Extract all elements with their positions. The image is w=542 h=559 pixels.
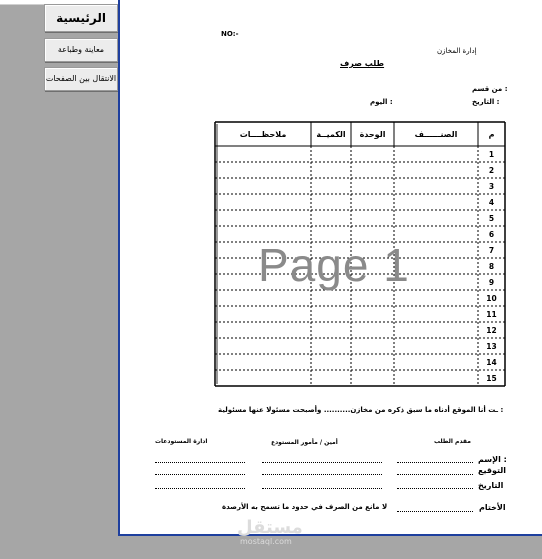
- site-logo: مستقل: [237, 517, 303, 538]
- table-header-cell: الصنــــــف: [414, 130, 458, 139]
- signature-line: [262, 474, 382, 475]
- page-navigation-button[interactable]: الانتقال بين الصفحات: [44, 67, 118, 91]
- signature-date-label: التاريخ: [478, 481, 504, 490]
- table-row-number: 14: [486, 358, 497, 367]
- table-header-cell: م: [488, 130, 495, 139]
- warehouse-mgmt-heading: ادارة المستودعات: [155, 438, 208, 445]
- date-label: التاريخ :: [472, 98, 500, 106]
- from-department-label: من قسم :: [472, 85, 508, 93]
- table-header-cell: ملاحظــــات: [239, 130, 287, 139]
- table-row-number: 10: [486, 294, 497, 303]
- requester-heading: مقدم الطلب: [434, 438, 471, 445]
- table-row-number: 2: [488, 166, 495, 175]
- table-row-number: 13: [486, 342, 497, 351]
- signature-line: [397, 488, 473, 489]
- site-logo-url: mostaql.com: [240, 537, 292, 546]
- table-row-number: 7: [488, 246, 495, 255]
- storekeeper-heading: أمين / مأمور المستودع: [271, 439, 338, 446]
- approval-note: لا مانع من الصرف في حدود ما تسمح به الأرصدة: [222, 503, 388, 511]
- table-row-number: 9: [488, 278, 495, 287]
- name-label: الإسم :: [478, 455, 507, 464]
- signature-line: [397, 462, 473, 463]
- form-title: طلب صرف: [340, 59, 385, 68]
- signature-line: [155, 462, 245, 463]
- table-row-number: 15: [486, 374, 497, 383]
- signature-line: [262, 462, 382, 463]
- department-label: إدارة المخازن: [437, 47, 477, 55]
- page-watermark: Page 1: [258, 239, 410, 291]
- table-row-number: 12: [486, 326, 497, 335]
- signature-line: [397, 474, 473, 475]
- home-button[interactable]: الرئيسية: [44, 4, 118, 32]
- document-number-label: NO:-: [221, 30, 239, 38]
- table-row-number: 8: [488, 262, 495, 271]
- day-label: اليوم :: [370, 98, 393, 106]
- table-row-number: 4: [488, 198, 495, 207]
- preview-print-button[interactable]: معاينة وطباعة: [44, 38, 118, 62]
- signature-line: [155, 474, 245, 475]
- table-row-number: 6: [488, 230, 495, 239]
- table-row-number: 5: [488, 214, 495, 223]
- table-header-cell: الكميــة: [316, 130, 346, 139]
- stamp-label: الأختام: [479, 503, 506, 512]
- declaration-text: ـت أنا الموقع أدناه ما سبق ذكره من مخازن.......... وأصبحت مسئولا عنها مسئولية :: [218, 406, 504, 414]
- signature-label: التوقيع: [478, 466, 506, 475]
- table-row-number: 11: [486, 310, 497, 319]
- signature-line: [262, 488, 382, 489]
- signature-line: [155, 488, 245, 489]
- stamp-line: [397, 511, 473, 512]
- table-header-cell: الوحدة: [359, 130, 386, 139]
- table-row-number: 3: [488, 182, 495, 191]
- table-row-number: 1: [488, 150, 495, 159]
